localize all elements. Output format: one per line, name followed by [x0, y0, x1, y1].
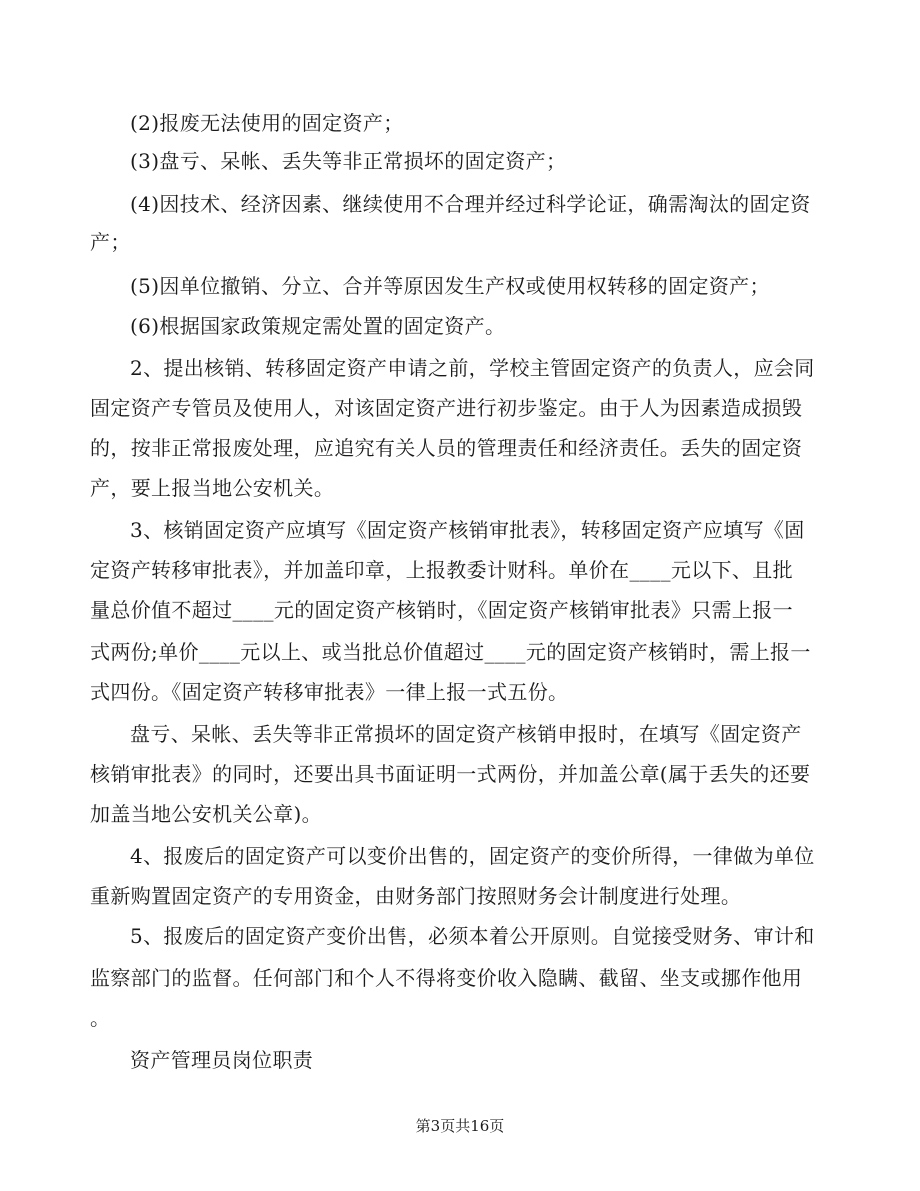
paragraph-4: 4、报废后的固定资产可以变价出售的，固定资产的变价所得，一律做为单位	[130, 844, 815, 868]
paragraph-note-line-2: 核销审批表》的同时，还要出具书面证明一式两份，并加盖公章(属于丢失的还要	[90, 762, 811, 786]
paragraph-2-line-2: 固定资产专管员及使用人，对该固定资产进行初步鉴定。由于人为因素造成损毁	[90, 396, 803, 420]
paragraph-2: 2、提出核销、转移固定资产申请之前，学校主管固定资产的负责人，应会同	[130, 356, 815, 380]
paragraph-note-line-3: 加盖当地公安机关公章)。	[90, 802, 323, 826]
paragraph-3: 3、核销固定资产应填写《固定资产核销审批表》，转移固定资产应填写《固	[130, 518, 805, 542]
list-item-6: (6)根据国家政策规定需处置的固定资产。	[130, 314, 506, 338]
section-heading: 资产管理员岗位职责	[130, 1048, 314, 1072]
list-item-4-cont: 产；	[90, 230, 131, 254]
paragraph-2-line-3: 的，按非正常报废处理，应追究有关人员的管理责任和经济责任。丢失的固定资	[90, 436, 803, 460]
paragraph-3-line-4: 式两份;单价____元以上、或当批总价值超过____元的固定资产核销时，需上报一	[90, 640, 811, 664]
list-item-2: (2)报废无法使用的固定资产；	[130, 111, 404, 135]
paragraph-3-line-2: 定资产转移审批表》，并加盖印章，上报教委计财科。单价在____元以下、且批	[90, 558, 793, 582]
paragraph-5-line-3: 。	[90, 1006, 111, 1030]
list-item-4: (4)因技术、经济因素、继续使用不合理并经过科学论证，确需淘汰的固定资	[130, 192, 811, 216]
paragraph-note: 盘亏、呆帐、丢失等非正常损坏的固定资产核销申报时，在填写《固定资产	[130, 722, 802, 746]
list-item-5: (5)因单位撤销、分立、合并等原因发生产权或使用权转移的固定资产；	[130, 274, 770, 298]
paragraph-5-line-2: 监察部门的监督。任何部门和个人不得将变价收入隐瞒、截留、坐支或挪作他用	[90, 966, 803, 990]
paragraph-3-line-3: 量总价值不超过____元的固定资产核销时，《固定资产核销审批表》只需上报一	[90, 598, 793, 622]
list-item-3: (3)盘亏、呆帐、丢失等非正常损坏的固定资产；	[130, 149, 567, 173]
paragraph-4-line-2: 重新购置固定资产的专用资金，由财务部门按照财务会计制度进行处理。	[90, 884, 742, 908]
paragraph-3-line-5: 式四份。《固定资产转移审批表》一律上报一式五份。	[90, 680, 569, 704]
page-number: 第3页共16页	[415, 1117, 505, 1135]
paragraph-5: 5、报废后的固定资产变价出售，必须本着公开原则。自觉接受财务、审计和	[130, 924, 815, 948]
paragraph-2-line-4: 产，要上报当地公安机关。	[90, 476, 335, 500]
